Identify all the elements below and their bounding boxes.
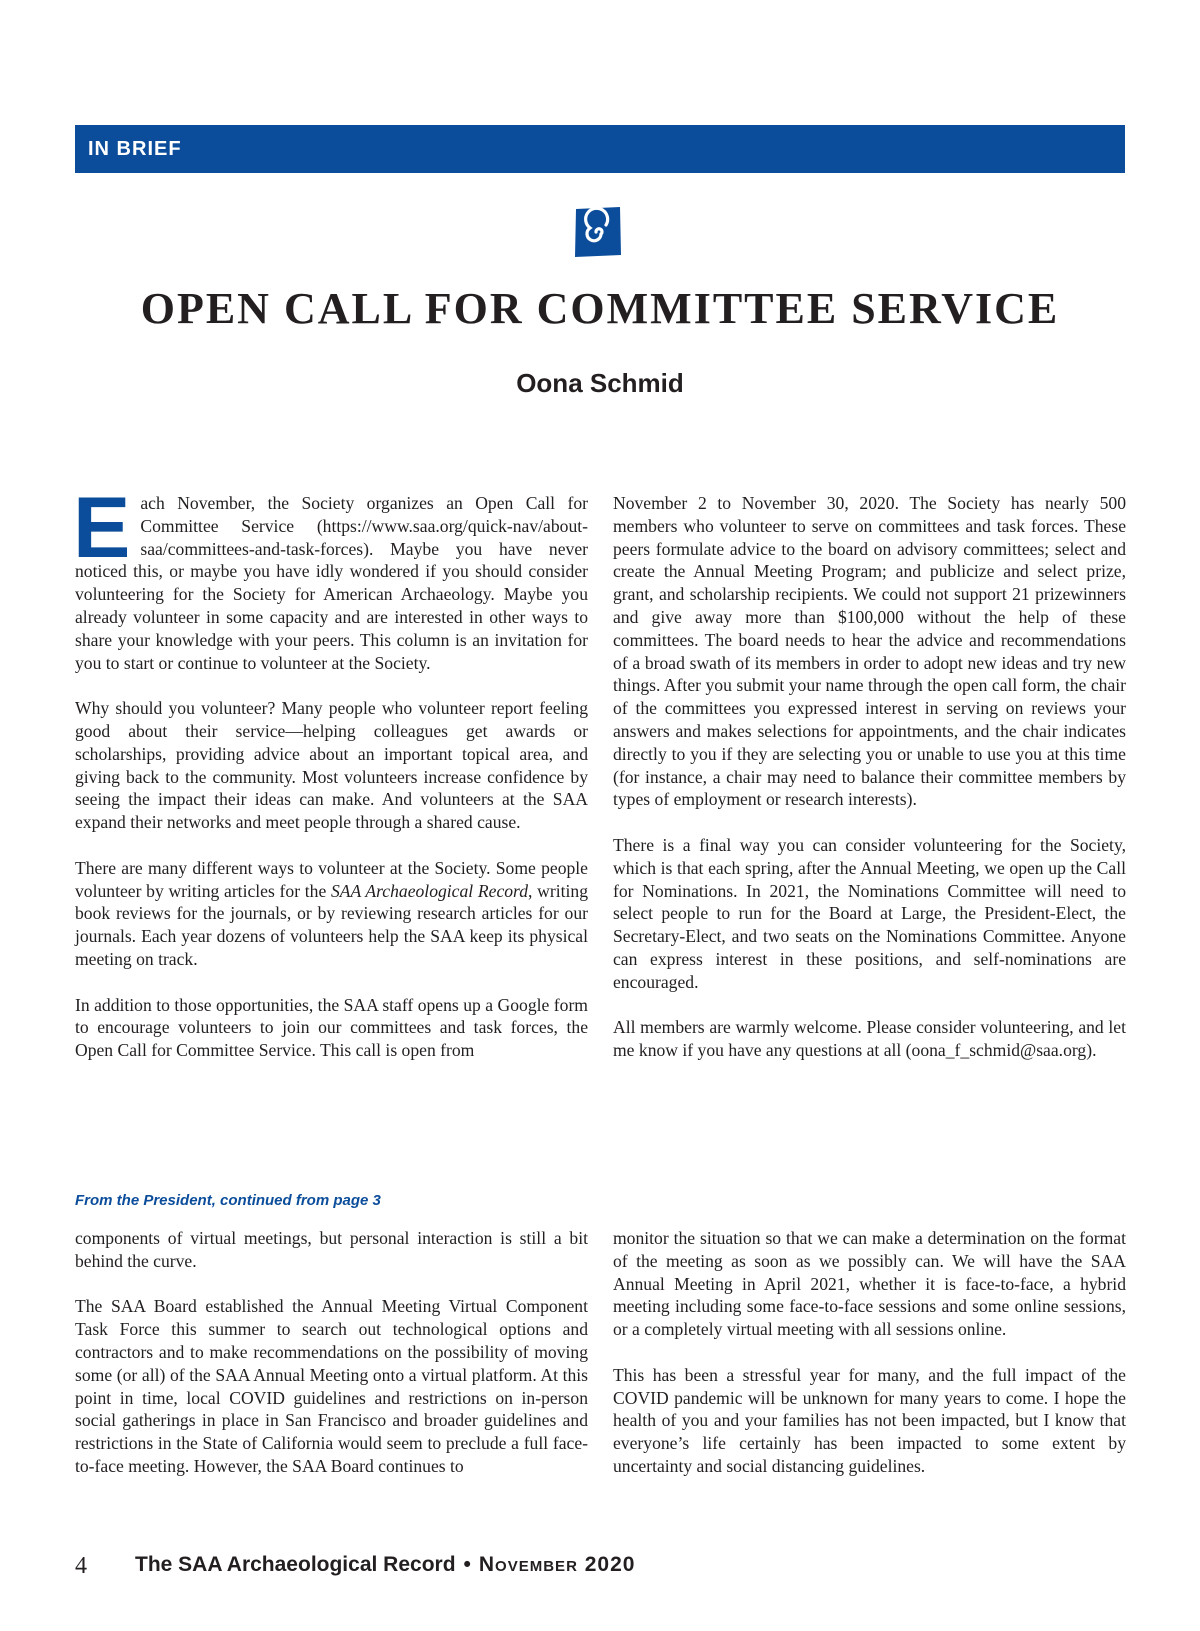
continued-column-2 — [613, 1227, 1126, 1478]
article-column-1 — [73, 480, 588, 1062]
section-banner — [75, 125, 1125, 173]
continued-from-label: From the President, continued from page 3 — [75, 1192, 381, 1209]
article-paragraph: components of virtual meetings, but personal interaction is still a bit behind the curve. — [75, 1228, 588, 1271]
footer-bullet: • — [463, 1553, 471, 1576]
paragraph-text: There are many different ways to volunteer at the Society. Some people volunteer by writing articles for the — [75, 857, 588, 901]
page-footer — [75, 1553, 636, 1580]
article-paragraph: All members are warmly welcome. Please consider volunteering, and let me know if you have any questions at all (oona_f_schmid@saa.org). — [613, 1017, 1126, 1061]
article-author: Oona Schmid — [516, 368, 684, 398]
article-paragraph: The SAA Board established the Annual Meeting Virtual Component Task Force this summer to search out technological options and contractors and to make recommendations on the possibility of moving some (or all) of the SAA Annual Meeting onto a virtual platform. At this point in time, local COVID guidelines and restrictions on in-person social gatherings in place in San Francisco and broader guidelines and restrictions in the State of California would seem to preclude a full face-to-face meeting. However, the SAA Board continues to — [75, 1296, 588, 1476]
journal-title-italic: SAA Archaeological Record — [330, 880, 529, 901]
article-paragraph: Why should you volunteer? Many people who volunteer report feeling good about their service—helping colleagues get awards or scholarships, providing advice about an important topical area, and giving back to the community. Most volunteers increase confidence by seeing the impact their ideas can make. And volunteers at the SAA expand their networks and meet people through a shared cause. — [75, 698, 588, 833]
continued-column-1 — [75, 1227, 588, 1478]
article-paragraph: This has been a stressful year for many, and the full impact of the COVID pandemic will be unknown for many years to come. I hope the health of you and your families has not been impacted, but I know that everyone’s life certainly has been impacted to some extent by uncertainty and social distancing guidelines. — [613, 1364, 1126, 1476]
publication-line — [135, 1553, 635, 1577]
article-paragraph: There is a final way you can consider volunteering for the Society, which is that each spring, after the Annual Meeting, we open up the Call for Nominations. In 2021, the Nominations Committee will need to select people to run for the Board at Large, the President-Elect, the Secretary-Elect, and two seats on the Nominations Committee. Anyone can express interest in these positions, and self-nominations are encouraged. — [613, 834, 1126, 992]
article-column-2 — [613, 492, 1126, 1062]
article-paragraph — [75, 857, 588, 971]
article-paragraph: November 2 to November 30, 2020. The Society has nearly 500 members who volunteer to serve on committees and task forces. These peers formulate advice to the board on advisory committees; select and create the Annual Meeting Program; and publicize and select prize, grant, and scholarship recipients. We could not support 21 prizewinners and give away more than $100,000 without the help of these committees. The board needs to hear the advice and recommendations of a broad swath of its members in order to adopt new ideas and try new things. After you submit your name through the open call form, the chair of the committees you expressed interest in serving on reviews your answers and makes selections for appointments, and the chair indicates directly to you if they are selecting you or unable to use you at this time (for instance, a chair may need to balance their committee members by types of employment or research interests). — [613, 493, 1126, 810]
article-paragraph — [73, 480, 588, 674]
section-banner-label: IN BRIEF — [88, 138, 182, 160]
spiral-logo-icon — [573, 205, 623, 259]
paragraph-text: ach November, the Society organizes an Open Call for Committee Service (https://www.saa.org/quick-nav/about-saa/committees-and-task-forces). Maybe you have never noticed this, or maybe you have idly wondered if you should consider volunteering for the Society for American Archaeology. Maybe you already volunteer in some capacity and are interested in other ways to share your knowledge with your peers. This column is an invitation for you to start or continue to volunteer at the Society. — [75, 493, 588, 673]
page-number: 4 — [75, 1553, 87, 1579]
issue-date: November 2020 — [478, 1553, 636, 1576]
article-paragraph: In addition to those opportunities, the SAA staff opens up a Google form to encourage volunteers to join our committees and task forces, the Open Call for Committee Service. This call is open from — [75, 994, 588, 1061]
article-title: OPEN CALL FOR COMMITTEE SERVICE — [140, 284, 1060, 333]
article-paragraph: monitor the situation so that we can make a determination on the format of the meeting as soon as we possibly can. We will have the SAA Annual Meeting in April 2021, whether it is face-to-face, a hybrid meeting including some face-to-face sessions and some online sessions, or a completely virtual meeting with all sessions online. — [613, 1228, 1126, 1340]
drop-cap: E — [73, 480, 131, 576]
publication-title: The SAA Archaeological Record — [135, 1553, 456, 1576]
paragraph-text: , writing book reviews for the journals, or by reviewing research articles for our journals. Each year dozens of volunteers help the SAA keep its physical meeting on track. — [75, 880, 588, 969]
